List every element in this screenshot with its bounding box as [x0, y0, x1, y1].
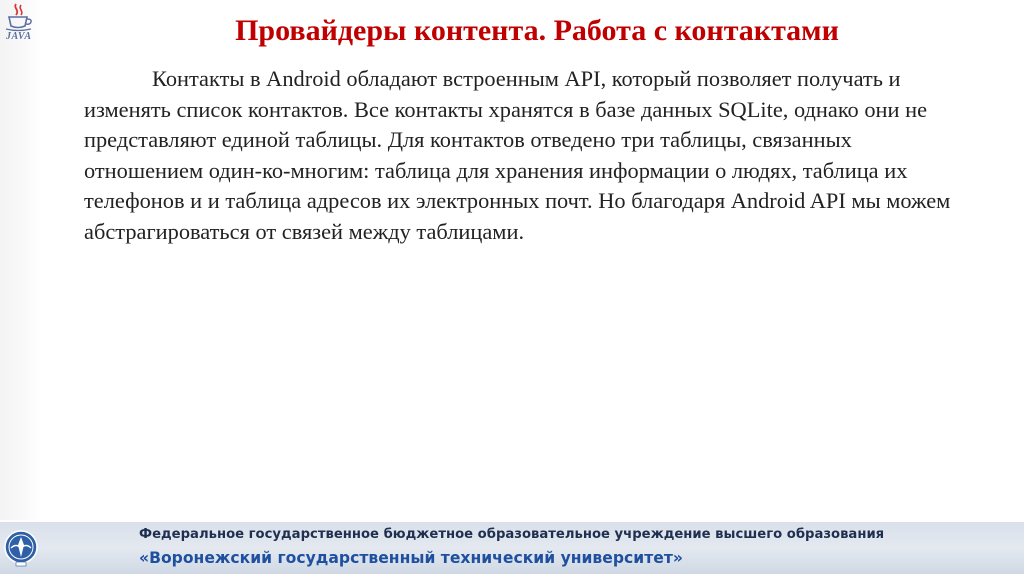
slide-body-text: Контакты в Android обладают встроенным API, который позволяет получать и изменять список контактов. Все контакты хранятся в базе данных SQLite, однако они не представляют единой таблицы. Для контактов отведено три таблицы, связанных отношением один-ко-многим: таблица для хранения информации о людях, таблица их телефонов и и таблица адресов их электронных почт. Но благодаря Android API мы можем абстрагироваться от связей между таблицами.	[84, 66, 951, 244]
footer-university-name: «Воронежский государственный технический университет»	[139, 549, 683, 567]
university-emblem-icon	[3, 528, 39, 568]
footer-institution-type: Федеральное государственное бюджетное образовательное учреждение высшего образования	[139, 527, 885, 542]
left-decorative-strip	[0, 0, 40, 520]
java-logo-text: JAVA	[6, 31, 32, 42]
slide-title: Провайдеры контента. Работа с контактами	[235, 14, 839, 47]
footer-logo	[3, 528, 39, 568]
